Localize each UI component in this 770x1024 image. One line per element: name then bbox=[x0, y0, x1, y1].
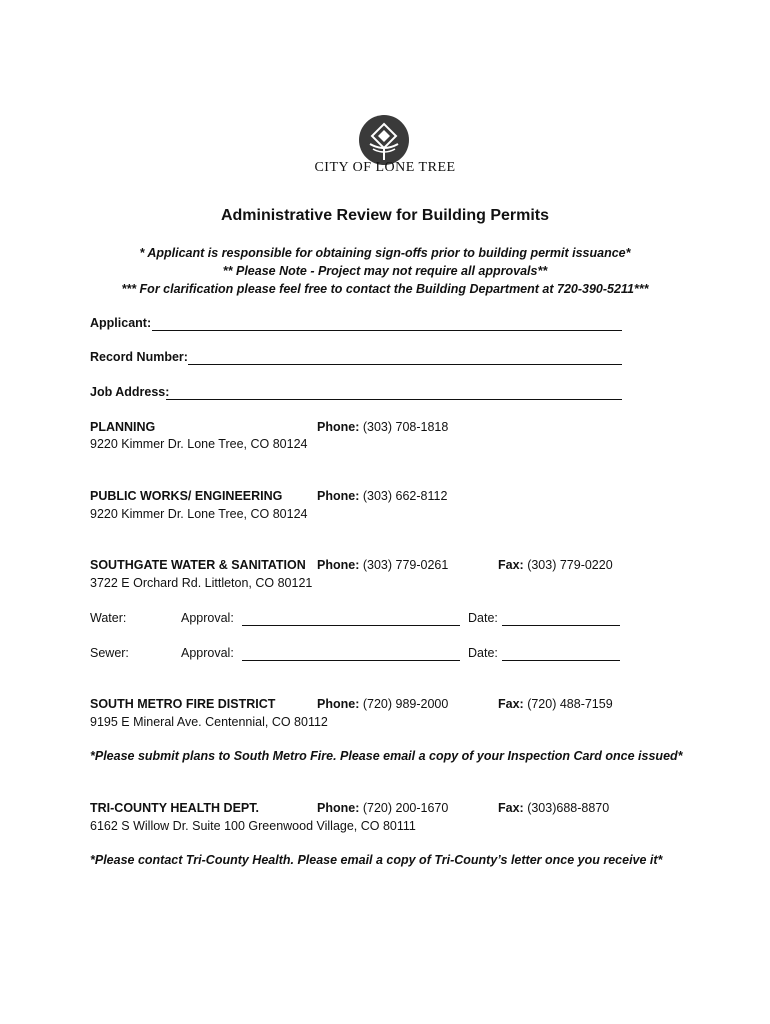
water-label: Water: bbox=[90, 611, 127, 625]
city-logo bbox=[358, 114, 410, 166]
phone-label: Phone: bbox=[317, 697, 360, 711]
applicant-label: Applicant: bbox=[90, 316, 152, 330]
phone-label: Phone: bbox=[317, 420, 360, 434]
south-metro-phone-value: (720) 989-2000 bbox=[362, 697, 449, 711]
sewer-approval-field[interactable] bbox=[242, 660, 460, 661]
water-approval-label: Approval: bbox=[181, 611, 234, 625]
south-metro-note: *Please submit plans to South Metro Fire. Please email a copy of your Inspection Card once issued* bbox=[90, 749, 683, 763]
planning-address: 9220 Kimmer Dr. Lone Tree, CO 80124 bbox=[90, 437, 308, 451]
tri-county-note: *Please contact Tri-County Health. Please email a copy of Tri-County’s letter once you receive it* bbox=[90, 853, 663, 867]
southgate-fax-value: (303) 779-0220 bbox=[527, 558, 613, 572]
phone-label: Phone: bbox=[317, 558, 360, 572]
fax-label: Fax: bbox=[498, 801, 524, 815]
south-metro-fax-value: (720) 488-7159 bbox=[527, 697, 613, 711]
fax-label: Fax: bbox=[498, 558, 524, 572]
southgate-address: 3722 E Orchard Rd. Littleton, CO 80121 bbox=[90, 576, 313, 590]
sewer-date-field[interactable] bbox=[502, 660, 620, 661]
note-line-3: *** For clarification please feel free to contact the Building Department at 720-390-5211*** bbox=[121, 282, 649, 296]
sewer-label: Sewer: bbox=[90, 646, 129, 660]
tri-county-fax bbox=[498, 801, 609, 815]
page-title: Administrative Review for Building Permits bbox=[220, 207, 550, 224]
water-date-field[interactable] bbox=[502, 625, 620, 626]
job-address-label: Job Address: bbox=[90, 385, 170, 399]
job-address-field[interactable] bbox=[166, 399, 622, 400]
planning-phone bbox=[317, 420, 448, 434]
record-number-label: Record Number: bbox=[90, 350, 188, 364]
public-works-phone bbox=[317, 489, 447, 503]
tri-county-phone-value: (720) 200-1670 bbox=[362, 801, 449, 815]
public-works-address: 9220 Kimmer Dr. Lone Tree, CO 80124 bbox=[90, 507, 308, 521]
phone-label: Phone: bbox=[317, 489, 360, 503]
tree-logo-icon bbox=[358, 114, 410, 166]
southgate-name: SOUTHGATE WATER & SANITATION bbox=[90, 558, 306, 572]
tri-county-address: 6162 S Willow Dr. Suite 100 Greenwood Village, CO 80111 bbox=[90, 819, 416, 833]
south-metro-address: 9195 E Mineral Ave. Centennial, CO 80112 bbox=[90, 715, 328, 729]
note-line-2: ** Please Note - Project may not require all approvals** bbox=[222, 264, 548, 278]
tri-county-name: TRI-COUNTY HEALTH DEPT. bbox=[90, 801, 259, 815]
water-date-label: Date: bbox=[468, 611, 498, 625]
south-metro-name: SOUTH METRO FIRE DISTRICT bbox=[90, 697, 276, 711]
public-works-name: PUBLIC WORKS/ ENGINEERING bbox=[90, 489, 283, 503]
note-line-1: * Applicant is responsible for obtaining sign-offs prior to building permit issuance* bbox=[139, 246, 631, 260]
sewer-date-label: Date: bbox=[468, 646, 498, 660]
southgate-fax bbox=[498, 558, 613, 572]
public-works-phone-value: (303) 662-8112 bbox=[362, 489, 448, 503]
city-logo-text: CITY OF LONE TREE bbox=[314, 160, 456, 175]
southgate-phone bbox=[317, 558, 448, 572]
record-number-field[interactable] bbox=[188, 364, 622, 365]
tri-county-fax-value: (303)688-8870 bbox=[527, 801, 610, 815]
tri-county-phone bbox=[317, 801, 448, 815]
water-approval-field[interactable] bbox=[242, 625, 460, 626]
planning-phone-value: (303) 708-1818 bbox=[362, 420, 449, 434]
planning-name: PLANNING bbox=[90, 420, 156, 434]
sewer-approval-label: Approval: bbox=[181, 646, 234, 660]
southgate-phone-value: (303) 779-0261 bbox=[362, 558, 449, 572]
south-metro-phone bbox=[317, 697, 448, 711]
south-metro-fax bbox=[498, 697, 613, 711]
fax-label: Fax: bbox=[498, 697, 524, 711]
phone-label: Phone: bbox=[317, 801, 360, 815]
applicant-field[interactable] bbox=[152, 330, 622, 331]
